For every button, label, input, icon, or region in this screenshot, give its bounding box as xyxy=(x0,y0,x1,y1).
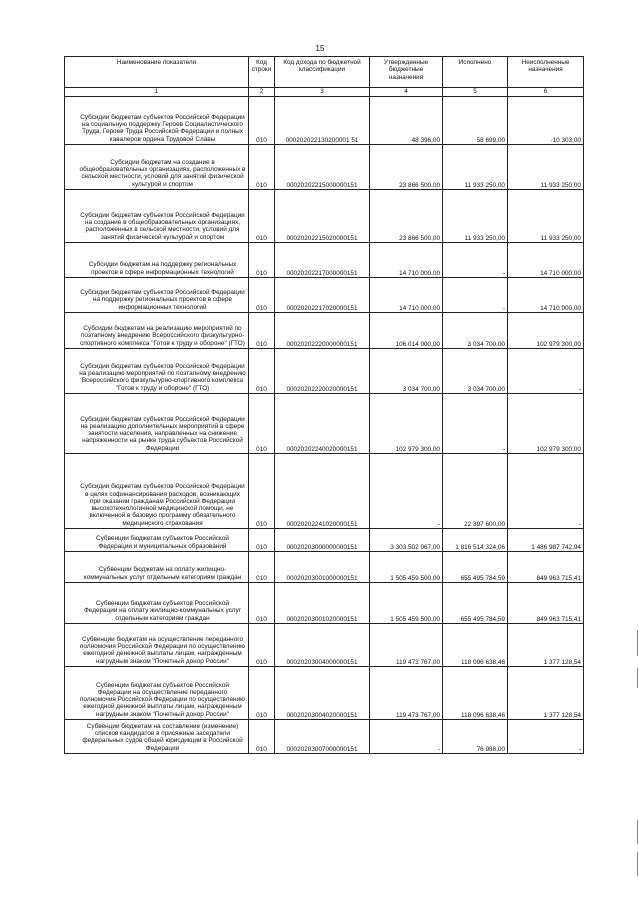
row-code: 010 xyxy=(249,243,275,278)
row-name: Субвенции бюджетам на оплату жилищно-коммунальных услуг отдельным категориям граждан xyxy=(65,552,249,583)
row-unexecuted: 102 979 300,00 xyxy=(508,313,584,349)
row-approved: 106 014 000,00 xyxy=(370,313,443,349)
column-header: Утвержденные бюджетные назначения xyxy=(370,57,443,88)
row-unexecuted: 1 377 128,54 xyxy=(508,667,584,720)
row-unexecuted: -10 303,00 xyxy=(508,97,584,145)
row-unexecuted: 849 963 715,41 xyxy=(508,583,584,624)
row-approved: 119 473 767,00 xyxy=(370,667,443,720)
row-code: 010 xyxy=(249,720,275,754)
row-executed: 655 495 784,59 xyxy=(443,583,508,624)
row-kbk: 00020203001020000151 xyxy=(275,583,370,624)
table-row xyxy=(65,583,584,624)
row-name: Субсидии бюджетам субъектов Российской Федерации на поддержку региональных проектов в сфере информационных технологий xyxy=(65,278,249,313)
row-code: 010 xyxy=(249,454,275,529)
row-unexecuted: - xyxy=(508,349,584,394)
row-code: 010 xyxy=(249,145,275,190)
row-approved: - xyxy=(370,454,443,529)
row-code: 010 xyxy=(249,278,275,313)
row-code: 010 xyxy=(249,349,275,394)
row-kbk: 000202022130200001 51 xyxy=(275,97,370,145)
table-row xyxy=(65,349,584,394)
row-executed: - xyxy=(443,394,508,454)
row-name: Субсидии бюджетам субъектов Российской Федерации в целях софинансирования расходов, возникающих при оказании гражданам Российской Федерации высокотехнологичной медицинской помощи, не включенной в базовую программу обязательного медицинского страхования xyxy=(65,454,249,529)
row-code: 010 xyxy=(249,394,275,454)
row-name: Субсидии бюджетам на поддержку региональных проектов в сфере информационных технологий xyxy=(65,243,249,278)
row-kbk: 00020203000000000151 xyxy=(275,529,370,552)
row-unexecuted: 11 933 250,00 xyxy=(508,190,584,243)
table-row xyxy=(65,145,584,190)
row-executed: - xyxy=(443,243,508,278)
row-kbk: 00020203007000000151 xyxy=(275,720,370,754)
row-code: 010 xyxy=(249,667,275,720)
row-name: Субсидии бюджетам субъектов Российской Федерации на реализацию мероприятий по поэтапному внедрению Всероссийского физкультурно-спортивного комплекса "Готов к труду и обороне" (ГТО) xyxy=(65,349,249,394)
row-code: 010 xyxy=(249,552,275,583)
row-name: Субвенции бюджетам субъектов Российской Федерации на оплату жилищно-коммунальных услуг отдельным категориям граждан xyxy=(65,583,249,624)
row-unexecuted: 14 710 000,00 xyxy=(508,243,584,278)
budget-table xyxy=(64,56,584,754)
row-executed: 118 096 638,46 xyxy=(443,667,508,720)
column-number: 6 xyxy=(508,88,584,97)
row-executed: 655 495 784,59 xyxy=(443,552,508,583)
row-kbk: 00020203004000000151 xyxy=(275,624,370,667)
row-name: Субвенции бюджетам на осуществление переданного полномочия Российской Федерации по осуществлению ежегодной денежной выплаты лицам, награжденным нагрудным знаком "Почетный донор России" xyxy=(65,624,249,667)
page-number: 15 xyxy=(315,44,325,53)
row-kbk: 00020202215020000151 xyxy=(275,190,370,243)
table-row xyxy=(65,552,584,583)
row-executed: 22 397 600,00 xyxy=(443,454,508,529)
table-row xyxy=(65,624,584,667)
scan-edge-mark xyxy=(637,852,638,876)
row-name: Субвенции бюджетам на составление (изменение) списков кандидатов в присяжные заседатели федеральных судов общей юрисдикции в Российской Федерации xyxy=(65,720,249,754)
row-approved: 3 303 502 067,00 xyxy=(370,529,443,552)
column-header: Неисполненные назначения xyxy=(508,57,584,88)
row-kbk: 00020202240020000151 xyxy=(275,394,370,454)
row-name: Субвенции бюджетам субъектов Российской Федерации и муниципальных образований xyxy=(65,529,249,552)
row-approved: 1 505 459 500,00 xyxy=(370,552,443,583)
row-name: Субсидии бюджетам на создание в общеобразовательных организациях, расположенных в сельской местности, условий для занятий физической культурой и спортом xyxy=(65,145,249,190)
row-unexecuted: 102 979 300,00 xyxy=(508,394,584,454)
row-approved: 1 505 459 500,00 xyxy=(370,583,443,624)
row-kbk: 00020203001000000151 xyxy=(275,552,370,583)
row-executed: 11 933 250,00 xyxy=(443,190,508,243)
column-header: Код дохода по бюджетной классификации xyxy=(275,57,370,88)
row-approved: 102 979 300,00 xyxy=(370,394,443,454)
row-unexecuted: - xyxy=(508,720,584,754)
row-approved: 3 034 700,00 xyxy=(370,349,443,394)
scan-edge-mark xyxy=(637,630,638,656)
row-kbk: 00020202217000000151 xyxy=(275,243,370,278)
row-unexecuted: 14 710 000,00 xyxy=(508,278,584,313)
row-approved: 14 710 000,00 xyxy=(370,243,443,278)
column-number: 4 xyxy=(370,88,443,97)
row-kbk: 00020202220020000151 xyxy=(275,349,370,394)
row-executed: - xyxy=(443,278,508,313)
table-row xyxy=(65,667,584,720)
table-header-row xyxy=(65,57,584,88)
row-kbk: 00020202241020000151 xyxy=(275,454,370,529)
row-executed: 11 933 250,00 xyxy=(443,145,508,190)
row-unexecuted: - xyxy=(508,454,584,529)
row-approved: 119 473 767,00 xyxy=(370,624,443,667)
table-row xyxy=(65,97,584,145)
row-approved: 14 710 000,00 xyxy=(370,278,443,313)
column-number: 1 xyxy=(65,88,249,97)
row-kbk: 00020203004020000151 xyxy=(275,667,370,720)
column-header: Наименование показателя xyxy=(65,57,249,88)
row-executed: 1 816 514 324,06 xyxy=(443,529,508,552)
row-unexecuted: 11 933 250,00 xyxy=(508,145,584,190)
row-approved: 48 396,00 xyxy=(370,97,443,145)
row-executed: 76 988,00 xyxy=(443,720,508,754)
column-number-row xyxy=(65,88,584,97)
column-header: Исполнено xyxy=(443,57,508,88)
row-code: 010 xyxy=(249,190,275,243)
table-row xyxy=(65,243,584,278)
table-row xyxy=(65,394,584,454)
row-code: 010 xyxy=(249,624,275,667)
row-name: Субвенции бюджетам субъектов Российской Федерации на осуществление переданного полномочия Российской Федерации по осуществлению ежегодной денежной выплаты лицам, награжденным нагрудным знаком "Почетный донор России" xyxy=(65,667,249,720)
row-name: Субсидии бюджетам субъектов Российской Федерации на социальную поддержку Героев Социалистического Труда, Героев Труда Российской Федерации и полных кавалеров ордена Трудовой Славы xyxy=(65,97,249,145)
row-kbk: 00020202215000000151 xyxy=(275,145,370,190)
table-row xyxy=(65,278,584,313)
row-name: Субсидии бюджетам на реализацию мероприятий по поэтапному внедрению Всероссийского физкультурно-спортивного комплекса "Готов к труду и обороне" (ГТО) xyxy=(65,313,249,349)
table-row xyxy=(65,529,584,552)
table-row xyxy=(65,720,584,754)
row-approved: - xyxy=(370,720,443,754)
row-code: 010 xyxy=(249,583,275,624)
row-code: 010 xyxy=(249,529,275,552)
row-approved: 23 866 500,00 xyxy=(370,145,443,190)
row-kbk: 00020202217020000151 xyxy=(275,278,370,313)
row-executed: 3 034 700,00 xyxy=(443,349,508,394)
column-number: 2 xyxy=(249,88,275,97)
row-name: Субсидии бюджетам субъектов Российской Федерации на реализацию дополнительных мероприятий в сфере занятости населения, направленных на снижение напряженности на рынке труда субъектов Российской Федерации xyxy=(65,394,249,454)
row-unexecuted: 1 486 987 742,94 xyxy=(508,529,584,552)
row-code: 010 xyxy=(249,97,275,145)
row-executed: 58 699,00 xyxy=(443,97,508,145)
column-number: 5 xyxy=(443,88,508,97)
row-kbk: 00020202220000000151 xyxy=(275,313,370,349)
table-row xyxy=(65,454,584,529)
row-approved: 23 866 500,00 xyxy=(370,190,443,243)
scan-edge-mark xyxy=(637,668,638,688)
table-row xyxy=(65,313,584,349)
row-executed: 118 096 638,46 xyxy=(443,624,508,667)
scan-edge-mark xyxy=(637,820,638,844)
row-code: 010 xyxy=(249,313,275,349)
row-name: Субсидии бюджетам субъектов Российской Федерации на создание в общеобразовательных организациях, расположенных в сельской местности, условий для занятий физической культурой и спортом xyxy=(65,190,249,243)
row-executed: 3 034 700,00 xyxy=(443,313,508,349)
row-unexecuted: 1 377 128,54 xyxy=(508,624,584,667)
table-row xyxy=(65,190,584,243)
column-number: 3 xyxy=(275,88,370,97)
row-unexecuted: 849 963 715,41 xyxy=(508,552,584,583)
column-header: Код строки xyxy=(249,57,275,88)
